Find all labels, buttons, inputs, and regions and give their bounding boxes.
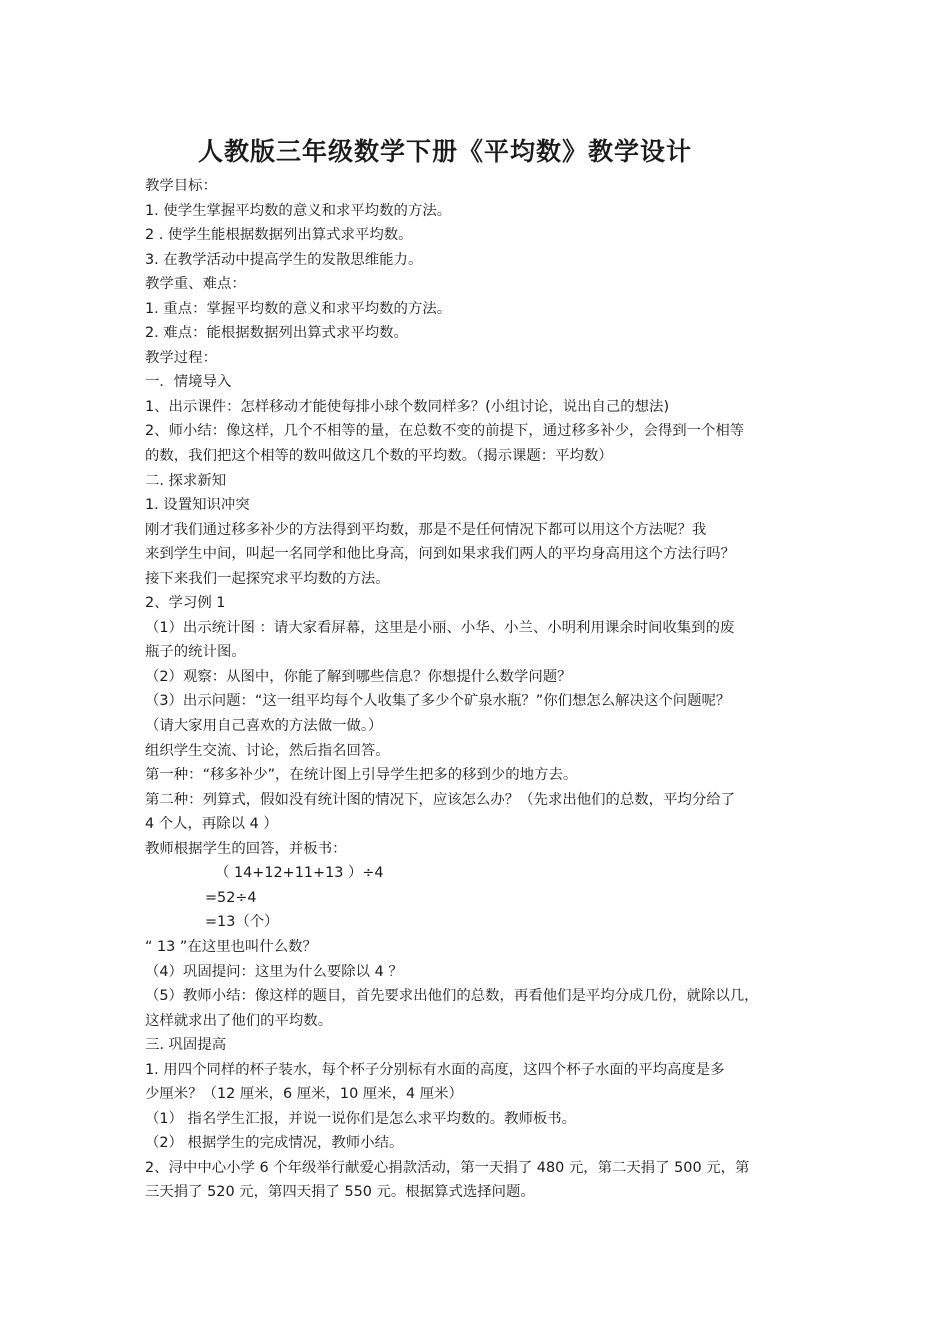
paragraph-line: 的数，我们把这个相等的数叫做这几个数的平均数。（揭示课题：平均数） — [145, 448, 613, 465]
formula-line: =52÷4 — [205, 889, 257, 906]
subsection-heading-intro: 一．情境导入 — [145, 374, 232, 391]
paragraph-line: 1. 设置知识冲突 — [145, 497, 250, 514]
paragraph-line: 2、师小结：像这样，几个不相等的量，在总数不变的前提下，通过移多补少，会得到一个相等 — [145, 423, 745, 440]
paragraph-line: （5）教师小结：像这样的题目，首先要求出他们的总数，再看他们是平均分成几份，就除以几， — [145, 988, 759, 1005]
paragraph-line: 接下来我们一起探究求平均数的方法。 — [145, 570, 390, 587]
paragraph-line: （3）出示问题：“这一组平均每个人收集了多少个矿泉水瓶？”你们想怎么解决这个问题呢？ — [145, 693, 731, 710]
paragraph-line: 第一种：“移多补少”，在统计图上引导学生把多的移到少的地方去。 — [145, 767, 578, 784]
formula-line: =13（个） — [205, 914, 279, 931]
paragraph-line: （4）巩固提问：这里为什么要除以 4 ？ — [145, 963, 403, 980]
paragraph-line: 教师根据学生的回答，并板书： — [145, 840, 347, 857]
paragraph-line: 2、学习例 1 — [145, 595, 226, 612]
paragraph-line: 瓶子的统计图。 — [145, 644, 246, 661]
paragraph-line: 4 个人，再除以 4 ） — [145, 816, 278, 833]
paragraph-line: （2）观察：从图中，你能了解到哪些信息？你想提什么数学问题？ — [145, 668, 572, 685]
paragraph-line: 这样就求出了他们的平均数。 — [145, 1012, 333, 1029]
key-point-2: 2. 难点：能根据数据列出算式求平均数。 — [145, 325, 408, 342]
paragraph-line: （请大家用自己喜欢的方法做一做。） — [145, 718, 383, 735]
section-heading-process: 教学过程： — [145, 349, 217, 366]
paragraph-line: 1. 用四个同样的杯子装水，每个杯子分别标有水面的高度，这四个杯子水面的平均高度是多 — [145, 1061, 725, 1078]
paragraph-line: 1、出示课件：怎样移动才能使每排小球个数同样多？(小组讨论，说出自己的想法) — [145, 398, 670, 415]
paragraph-line: （1）出示统计图 ：请大家看屏幕，这里是小丽、小华、小兰、小明利用课余时间收集到的废 — [145, 619, 735, 636]
paragraph-line: （1） 指名学生汇报，并说一说你们是怎么求平均数的。教师板书。 — [145, 1110, 577, 1127]
paragraph-line: “ 13 ”在这里也叫什么数？ — [145, 938, 317, 955]
section-heading-key-points: 教学重、难点： — [145, 276, 246, 293]
subsection-heading-practice: 三. 巩固提高 — [145, 1037, 227, 1054]
key-point-1: 1. 重点：掌握平均数的意义和求平均数的方法。 — [145, 300, 452, 317]
formula-line: （ 14+12+11+13 ）÷4 — [215, 865, 384, 882]
paragraph-line: 少厘米？（12 厘米，6 厘米，10 厘米，4 厘米） — [145, 1086, 463, 1103]
section-heading-objectives: 教学目标： — [145, 178, 217, 194]
paragraph-line: 第二种：列算式，假如没有统计图的情况下，应该怎么办？（先求出他们的总数，平均分给了 — [145, 791, 736, 808]
objective-item-1: 1. 使学生掌握平均数的意义和求平均数的方法。 — [145, 202, 452, 219]
objective-item-3: 3. 在教学活动中提高学生的发散思维能力。 — [145, 251, 423, 268]
paragraph-line: 组织学生交流、讨论，然后指名回答。 — [145, 742, 390, 759]
paragraph-line: 2、浔中中心小学 6 个年级举行献爱心捐款活动，第一天捐了 480 元，第二天捐了 500 元，第 — [145, 1159, 750, 1176]
objective-item-2: 2 . 使学生能根据数据列出算式求平均数。 — [145, 227, 413, 244]
paragraph-line: （2） 根据学生的完成情况，教师小结。 — [145, 1135, 404, 1152]
paragraph-line: 三天捐了 520 元，第四天捐了 550 元。根据算式选择问题。 — [145, 1184, 535, 1201]
paragraph-line: 来到学生中间，叫起一名同学和他比身高，问到如果求我们两人的平均身高用这个方法行吗？ — [145, 546, 736, 563]
document-title: 人教版三年级数学下册《平均数》教学设计 — [197, 137, 692, 166]
subsection-heading-explore: 二. 探求新知 — [145, 472, 227, 489]
document-body — [145, 174, 825, 1205]
paragraph-line: 刚才我们通过移多补少的方法得到平均数，那是不是任何情况下都可以用这个方法呢？我 — [145, 521, 707, 538]
